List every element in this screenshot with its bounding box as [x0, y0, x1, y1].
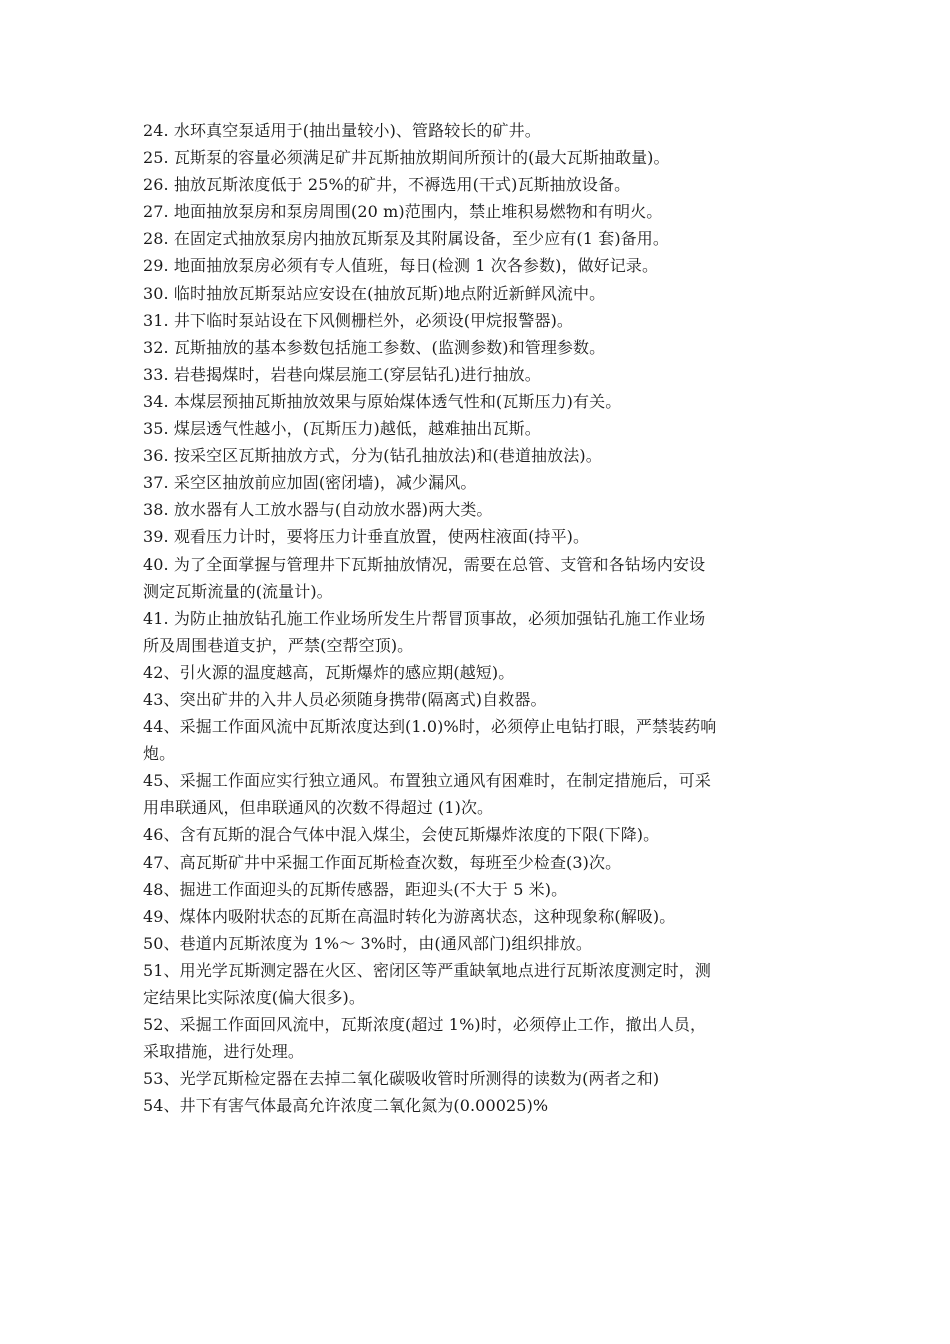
text-line: 36. 按采空区瓦斯抽放方式，分为(钻孔抽放法)和(巷道抽放法)。: [143, 446, 602, 466]
text-line: 33. 岩巷揭煤时，岩巷向煤层施工(穿层钻孔)进行抽放。: [143, 364, 541, 384]
text-line: 27. 地面抽放泵房和泵房周围(20 m)范围内，禁止堆积易燃物和有明火。: [143, 202, 663, 222]
text-line: 46、含有瓦斯的混合气体中混入煤尘，会使瓦斯爆炸浓度的下限(下降)。: [143, 825, 660, 845]
text-line: 28. 在固定式抽放泵房内抽放瓦斯泵及其附属设备，至少应有(1 套)备用。: [143, 229, 669, 249]
text-line: 炮。: [143, 744, 176, 764]
text-line: 47、高瓦斯矿井中采掘工作面瓦斯检查次数，每班至少检查(3)次。: [143, 852, 622, 872]
text-line: 用串联通风，但串联通风的次数不得超过 (1)次。: [143, 798, 494, 818]
text-line: 38. 放水器有人工放水器与(自动放水器)两大类。: [143, 500, 493, 520]
text-line: 44、采掘工作面风流中瓦斯浓度达到(1.0)%时，必须停止电钻打眼，严禁装药响: [143, 717, 717, 737]
text-line: 43、突出矿井的入井人员必须随身携带(隔离式)自救器。: [143, 689, 547, 709]
text-line: 50、巷道内瓦斯浓度为 1%～ 3%时，由(通风部门)组织排放。: [143, 933, 592, 953]
text-line: 24. 水环真空泵适用于(抽出量较小)、管路较长的矿井。: [143, 121, 541, 140]
text-line: 所及周围巷道支护，严禁(空帮空顶)。: [143, 635, 414, 655]
text-line: 测定瓦斯流量的(流量计)。: [143, 581, 333, 601]
text-line: 34. 本煤层预抽瓦斯抽放效果与原始煤体透气性和(瓦斯压力)有关。: [143, 391, 622, 411]
text-line: 52、采掘工作面回风流中，瓦斯浓度(超过 1%)时，必须停止工作，撤出人员，: [143, 1015, 707, 1035]
text-line: 31. 井下临时泵站设在下风侧栅栏外，必须设(甲烷报警器)。: [143, 310, 574, 330]
text-line: 42、引火源的温度越高，瓦斯爆炸的感应期(越短)。: [143, 662, 515, 682]
text-line: 26. 抽放瓦斯浓度低于 25%的矿井，不褥选用(干式)瓦斯抽放设备。: [143, 175, 631, 195]
text-line: 32. 瓦斯抽放的基本参数包括施工参数、(监测参数)和管理参数。: [143, 337, 606, 357]
text-line: 45、采掘工作面应实行独立通风。布置独立通风有困难时，在制定措施后，可采: [143, 771, 711, 791]
question-list: [143, 117, 808, 1119]
text-line: 29. 地面抽放泵房必须有专人值班，每日(检测 1 次各参数)，做好记录。: [143, 256, 659, 276]
text-line: 41. 为防止抽放钻孔施工作业场所发生片帮冒顶事故，必须加强钻孔施工作业场: [143, 608, 706, 628]
text-line: 25. 瓦斯泵的容量必须满足矿井瓦斯抽放期间所预计的(最大瓦斯抽敢量)。: [143, 148, 670, 168]
text-line: 39. 观看压力计时，要将压力计垂直放置，使两柱液面(持平)。: [143, 527, 590, 547]
text-line: 37. 采空区抽放前应加固(密闭墙)，减少漏风。: [143, 473, 477, 493]
text-line: 采取措施，进行处理。: [143, 1042, 305, 1062]
text-line: 30. 临时抽放瓦斯泵站应安设在(抽放瓦斯)地点附近新鲜风流中。: [143, 283, 606, 303]
text-line: 35. 煤层透气性越小，(瓦斯压力)越低，越难抽出瓦斯。: [143, 419, 541, 439]
text-line: 48、掘进工作面迎头的瓦斯传感器，距迎头(不大于 5 米)。: [143, 879, 568, 899]
text-line: 51、用光学瓦斯测定器在火区、密闭区等严重缺氧地点进行瓦斯浓度测定时，测: [143, 960, 711, 980]
text-line: 40. 为了全面掌握与管理井下瓦斯抽放情况，需要在总管、支管和各钻场内安设: [143, 554, 706, 574]
text-line: 53、光学瓦斯检定器在去掉二氧化碳吸收管时所测得的读数为(两者之和): [143, 1069, 660, 1089]
text-line: 49、煤体内吸附状态的瓦斯在高温时转化为游离状态，这种现象称(解吸)。: [143, 906, 676, 926]
text-line: 定结果比实际浓度(偏大很多)。: [143, 988, 365, 1007]
text-line: 54、井下有害气体最高允许浓度二氧化氮为(0.00025)%: [143, 1096, 549, 1116]
